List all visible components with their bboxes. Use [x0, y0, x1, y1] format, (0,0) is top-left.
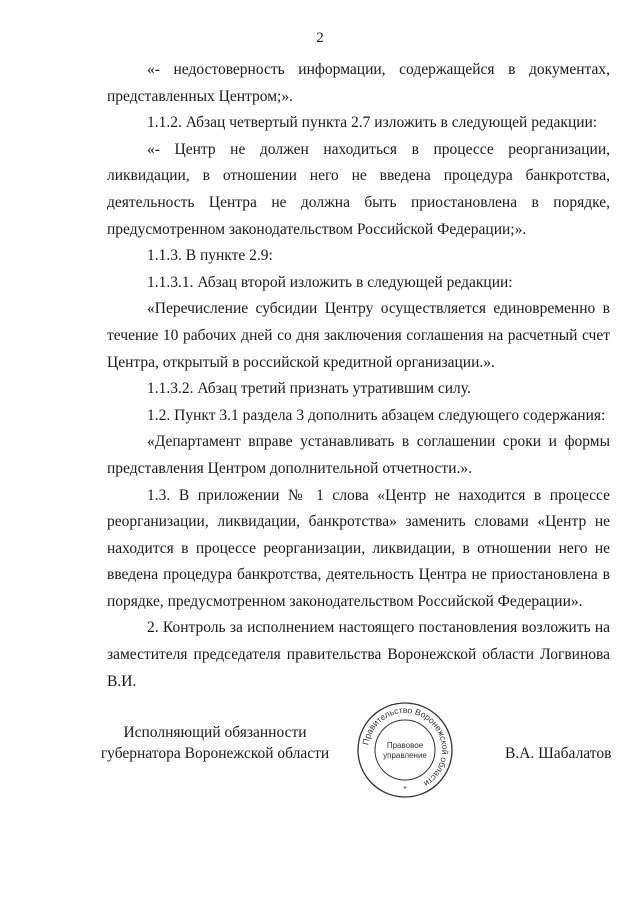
signature-block — [0, 704, 640, 842]
page-number: 2 — [316, 30, 324, 46]
stamp-inner-line-2: управление — [383, 751, 427, 760]
signatory-position — [100, 722, 330, 764]
paragraph-8: 1.2. Пункт 3.1 раздела 3 дополнить абзацем следующего содержания: — [147, 406, 606, 424]
paragraph-7: 1.1.3.2. Абзац третий признать утратившим силу. — [147, 380, 471, 398]
stamp-outer-text: Правительство Воронежской области — [360, 704, 451, 789]
stamp-inner-line-1: Правовое — [386, 741, 424, 750]
paragraph-6: «Перечисление субсидии Центру осуществляется единовременно в течение 10 рабочих дней со дня заключения соглашения на расчетный счет Центра, открытый в российской кредитной организации.». — [107, 300, 610, 371]
signatory-name: В.А. Шабалатов — [505, 745, 612, 762]
stamp-star: * — [403, 785, 407, 794]
paragraph-1: «- недостоверность информации, содержащейся в документах, представленных Центром;». — [107, 61, 610, 105]
document-body — [107, 57, 610, 695]
signatory-position-line-2: губернатора Воронежской области — [100, 745, 330, 762]
signatory-position-line-1: Исполняющий обязанности — [123, 724, 307, 741]
paragraph-3: «- Центр не должен находиться в процессе реорганизации, ликвидации, в отношении него не введена процедура банкротства, деятельность Центра не должна быть приостановлена в порядке, предусмотренном законодательством Российской Федерации;». — [107, 140, 610, 238]
official-stamp — [355, 700, 455, 800]
paragraph-11: 2. Контроль за исполнением настоящего постановления возложить на заместителя председателя правительства Воронежской области Логвинова В.И. — [107, 619, 610, 690]
paragraph-9: «Департамент вправе устанавливать в соглашении сроки и формы представления Центром дополнительной отчетности.». — [107, 433, 610, 477]
paragraph-2: 1.1.2. Абзац четвертый пункта 2.7 изложить в следующей редакции: — [147, 114, 598, 132]
paragraph-4: 1.1.3. В пункте 2.9: — [147, 247, 273, 265]
paragraph-5: 1.1.3.1. Абзац второй изложить в следующей редакции: — [147, 273, 513, 291]
paragraph-10: 1.3. В приложении № 1 слова «Центр не находится в процессе реорганизации, ликвидации, банкротства» заменить словами «Центр не находится в процессе реорганизации, ликвидации, в отношении него не введена процедура банкротства, деятельность Центра не приостановлена в порядке, предусмотренном законодательством Российской Федерации». — [107, 486, 610, 610]
